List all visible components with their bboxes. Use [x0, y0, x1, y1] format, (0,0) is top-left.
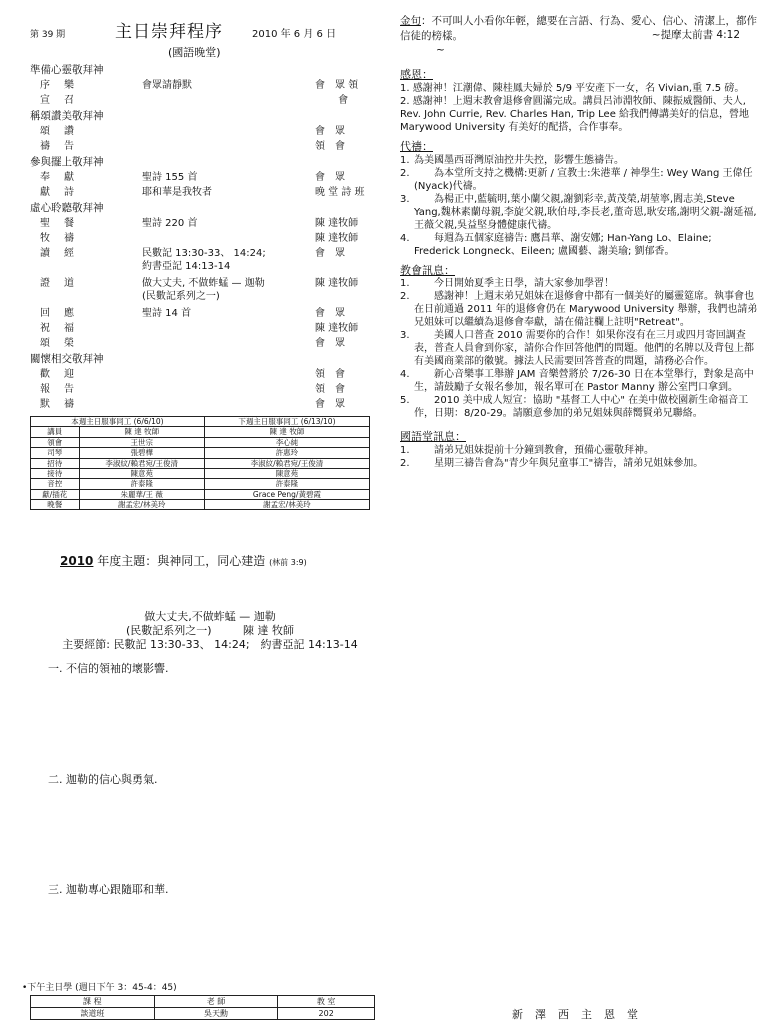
sermon-scripture: 主要經節: 民數記 13:30-33、 14:24; 約書亞記 14:13-14	[62, 637, 358, 651]
verse-label: 金句	[400, 15, 421, 27]
list-item	[400, 277, 760, 290]
table-cell: 吳天勳	[154, 1008, 278, 1020]
order-row	[30, 399, 380, 414]
order-item-content-line: 民數記 13:30-33、 14:24;	[142, 248, 266, 259]
order-item-person: 領 會	[315, 141, 345, 152]
table-header: 課 程	[31, 996, 155, 1008]
staff-this-week-heading: 本週主日服事同工 (6/6/10)	[31, 417, 205, 427]
order-row	[30, 187, 380, 202]
table-cell: 李心純	[204, 437, 369, 447]
list-item-text: 感謝神！上週末弟兄姐妹在退修會中都有一個美好的屬靈筵席。執事會也在日前通過 2011 年的退修會仍在 Marywood University 舉辦，我們也請弟兄姐妹可以繼續為退修會奉獻，請在備註欄上註明"Retreat"。	[414, 291, 758, 329]
service-date: 2010 年 6 月 6 日	[252, 29, 337, 40]
order-row	[30, 323, 380, 338]
table-row	[31, 468, 370, 478]
sermon-preacher: 陳 達 牧師	[243, 623, 295, 637]
mandarin-title: 國語堂訊息	[400, 430, 455, 444]
issue-number: 第 39 期	[30, 30, 66, 40]
order-row	[30, 172, 380, 187]
list-item	[400, 444, 760, 457]
order-item-content-line: (民數記系列之一)	[142, 290, 220, 302]
right-column	[400, 14, 760, 470]
list-item-text: 為楊正中,藍毓明,葉小蘭父親,謝劉彩幸,黃茂榮,胡堃寧,閻志美,Steve Yang,魏林素蘭母親,李旋父親,耿伯母,李長老,董奇恩,耿安瑤,謝明父親-謝延福,王薇父親,吳益堅身體健康代禱。	[414, 193, 757, 231]
table-header-row	[31, 996, 375, 1008]
table-row	[31, 500, 370, 510]
order-item-person: 領 會	[315, 384, 345, 395]
table-cell: 許泰隆	[204, 479, 369, 489]
list-item-number: 1.	[400, 445, 410, 457]
theme-reference: (林前 3:9)	[269, 558, 307, 567]
order-row	[30, 218, 380, 233]
order-item-name: 奉獻	[40, 172, 88, 183]
order-item-person: 陳 達牧師	[315, 218, 359, 229]
thanks-heading: 感恩：	[400, 68, 433, 82]
table-cell: 謝孟宏/林美玲	[204, 500, 369, 510]
order-item-name: 證道	[40, 278, 88, 289]
page-title: 主日崇拜程序	[115, 22, 223, 42]
table-cell: 謝孟宏/林美玲	[79, 500, 204, 510]
order-item-name: 宣召	[40, 95, 88, 106]
list-item-number: 4.	[400, 232, 410, 244]
list-item	[400, 232, 760, 258]
order-item-person: 陳 達牧師	[315, 233, 359, 244]
table-header: 教 室	[278, 996, 375, 1008]
list-item-number: 3.	[400, 330, 410, 342]
service-subtitle: (國語晚堂)	[168, 46, 221, 59]
order-row	[30, 384, 380, 399]
order-item-content	[142, 172, 197, 185]
sermon-title: 做大丈夫,不做蚱蜢 — 迦勒	[144, 610, 276, 623]
theme-text: 年度主題：與神同工，同心建造	[93, 554, 266, 568]
order-item-name: 報告	[40, 384, 88, 395]
table-row	[31, 448, 370, 458]
section-heading: 關懷相交敬拜神	[30, 353, 104, 365]
list-item-text: 美國人口普查 2010 需要你的合作！如果你沒有在三月或四月寄回調查表，普查人員會到你家，請你合作回答他們的問題。他們的名牌以及背包上都有美國商業部的徽號。據法人民需要回答普查的問題，請務必合作。	[414, 330, 754, 368]
order-item-name: 頌讚	[40, 126, 88, 137]
list-item-number: 4.	[400, 369, 410, 381]
prayer-title: 代禱	[400, 139, 422, 153]
bulletin-header	[30, 18, 380, 64]
verse-source: ~提摩太前書 4:12	[651, 29, 740, 41]
order-item-person: 會 眾	[315, 248, 345, 259]
list-item-text: 2010 美中成人短宣：協助 "基督工人中心" 在美中做校園新生命福音工作，日期：8/20-29。請願意參加的弟兄姐妹與薛嚮賢弟兄聯絡。	[414, 395, 749, 420]
table-cell: 202	[278, 1008, 375, 1020]
list-item	[400, 167, 760, 193]
table-cell: 領會	[31, 437, 80, 447]
left-column	[30, 18, 380, 510]
order-row	[30, 141, 380, 156]
table-cell: 講員	[31, 427, 80, 437]
order-item-content	[142, 187, 212, 200]
order-item-name: 頌榮	[40, 338, 88, 349]
order-item-name: 聖餐	[40, 218, 88, 229]
table-cell: 王世宗	[79, 437, 204, 447]
order-item-content	[142, 308, 191, 321]
table-cell: 接待	[31, 468, 80, 478]
table-cell: 談道班	[31, 1008, 155, 1020]
church-name: 新澤西主恩堂	[512, 1008, 650, 1021]
prayer-list	[400, 154, 760, 258]
mandarin-heading: 國語堂訊息：	[400, 430, 466, 444]
list-item-number: 1.	[400, 154, 410, 166]
list-item-number: 2.	[400, 291, 410, 303]
order-item-name: 默禱	[40, 399, 88, 410]
order-item-person: 會	[315, 95, 349, 106]
order-row	[30, 80, 380, 95]
list-item-text: 請弟兄姐妹提前十分鐘到教會，預備心靈敬拜神。	[414, 445, 654, 457]
order-item-content-line: 約書亞記 14:13-14	[142, 260, 231, 272]
table-cell: 招待	[31, 458, 80, 468]
sermon-point: 一. 不信的領袖的壞影響.	[48, 662, 169, 675]
order-row	[30, 95, 380, 110]
order-item-name: 歡迎	[40, 369, 88, 380]
order-item-person: 會 眾	[315, 126, 345, 137]
list-item-text: 為美國墨西哥灣原油控井失控，影響生態禱告。	[414, 154, 624, 166]
list-item	[400, 154, 760, 167]
sermon-outline	[60, 610, 360, 651]
order-row	[30, 233, 380, 248]
table-cell: 獻/插花	[31, 489, 80, 499]
order-of-service	[30, 64, 380, 414]
list-item	[400, 394, 760, 420]
table-cell: 晚餐	[31, 500, 80, 510]
list-item	[400, 329, 760, 368]
table-cell: 許惠玲	[204, 448, 369, 458]
section-heading: 虛心聆聽敬拜神	[30, 202, 104, 214]
table-cell: 陳 達 牧師	[204, 427, 369, 437]
news-title: 教會訊息	[400, 263, 444, 277]
order-item-content-line: 會眾請靜默	[142, 80, 192, 91]
order-item-content	[142, 80, 192, 93]
order-item-person: 會 眾	[315, 399, 345, 410]
table-row	[31, 479, 370, 489]
table-row	[31, 458, 370, 468]
order-row	[30, 338, 380, 353]
list-item-number: 2.	[400, 167, 410, 179]
table-cell: 陳意苑	[204, 468, 369, 478]
order-item-content	[142, 218, 197, 231]
order-item-name: 讀經	[40, 248, 88, 259]
table-row	[31, 1008, 375, 1020]
memory-verse	[400, 14, 760, 58]
order-item-content-line: 耶和華是我牧者	[142, 187, 212, 198]
table-cell: 音控	[31, 479, 80, 489]
sermon-series: (民數記系列之一)	[125, 623, 212, 637]
list-item-number: 5.	[400, 395, 410, 407]
prayer-heading: 代禱：	[400, 139, 433, 153]
list-item-text: 星期三禱告會為"青少年與兒童事工"禱告，請弟兄姐妹參加。	[414, 458, 704, 470]
order-item-name: 回應	[40, 308, 88, 319]
order-row	[30, 278, 380, 308]
mandarin-list	[400, 444, 760, 470]
staff-table-header	[31, 417, 370, 427]
list-item-number: 2.	[400, 458, 410, 470]
news-heading: 教會訊息：	[400, 263, 455, 277]
verse-tilde: ~	[436, 44, 445, 57]
order-row	[30, 248, 380, 278]
table-cell: 李淑紋/賴君宛/王俊清	[204, 458, 369, 468]
thanks-list	[400, 82, 760, 134]
order-item-person: 領 會	[315, 369, 345, 380]
thanks-title: 感恩	[400, 68, 422, 82]
list-item	[400, 457, 760, 470]
list-item-number: 3.	[400, 193, 410, 205]
list-item	[400, 368, 760, 394]
order-item-person: 會 眾 領	[315, 80, 359, 91]
sunday-school-table	[30, 995, 375, 1020]
year-theme	[60, 554, 307, 569]
sermon-point: 三. 迦勒專心跟隨耶和華.	[48, 883, 169, 896]
order-item-name: 祝福	[40, 323, 88, 334]
order-row	[30, 308, 380, 323]
table-header: 老 師	[154, 996, 278, 1008]
order-item-name: 禱告	[40, 141, 88, 152]
order-item-person: 晚 堂 詩 班	[315, 187, 365, 198]
section-heading: 準備心靈敬拜神	[30, 64, 104, 76]
news-list	[400, 277, 760, 420]
order-item-content-line: 聖詩 220 首	[142, 218, 198, 229]
staff-table	[30, 416, 370, 510]
list-item: 1. 感謝神！江潮偉、陳桂鳳夫婦於 5/9 平安產下一女，名 Vivian,重 7.5 磅。	[400, 82, 745, 94]
table-cell: Grace Peng/黃碧霞	[204, 489, 369, 499]
order-item-content	[142, 248, 266, 273]
sunday-school-title: •下午主日學 (週日下午 3：45-4：45)	[22, 983, 177, 993]
order-item-person: 陳 達牧師	[315, 278, 359, 289]
list-item-text: 每週為五個家庭禱告: 鷹昌華、謝安娜; Han-Yang Lo、Elaine; Frederick Longneck、Eileen; 盧國藝、謝美瑜; 劉郁香。	[414, 232, 712, 257]
theme-year: 2010	[60, 554, 94, 568]
table-cell: 朱麗華/王 薇	[79, 489, 204, 499]
sermon-point: 二. 迦勒的信心與勇氣.	[48, 773, 158, 786]
order-item-person: 會 眾	[315, 172, 345, 183]
table-cell: 許泰隆	[79, 479, 204, 489]
order-row	[30, 369, 380, 384]
order-item-content	[142, 278, 265, 303]
list-item-text: 為本堂所支持之機構:更新 / 宣教士:朱港華 / 神學生: Wey Wang 王偉任 (Nyack)代禱。	[414, 167, 753, 192]
table-cell: 陳意苑	[79, 468, 204, 478]
order-item-name: 序樂	[40, 80, 88, 91]
table-cell: 司琴	[31, 448, 80, 458]
list-item-text: 新心音樂事工舉辦 JAM 音樂營將於 7/26-30 日在本堂舉行，對象是高中生，請鼓勵子女報名參加，報名單可在 Pastor Manny 辦公室門口拿到。	[414, 369, 754, 394]
table-cell: 張碧樺	[79, 448, 204, 458]
table-cell: 李淑紋/賴君宛/王俊清	[79, 458, 204, 468]
table-row	[31, 437, 370, 447]
order-item-person: 會 眾	[315, 308, 345, 319]
list-item	[400, 290, 760, 329]
order-item-person: 會 眾	[315, 338, 345, 349]
staff-next-week-heading: 下週主日服事同工 (6/13/10)	[204, 417, 369, 427]
order-item-person: 陳 達牧師	[315, 323, 359, 334]
order-item-content-line: 聖詩 14 首	[142, 308, 192, 319]
table-row	[31, 427, 370, 437]
list-item-number: 1.	[400, 278, 410, 290]
table-row	[31, 489, 370, 499]
order-item-content-line: 聖詩 155 首	[142, 172, 198, 183]
order-row	[30, 126, 380, 141]
list-item	[400, 193, 760, 232]
order-item-name: 獻詩	[40, 187, 88, 198]
section-heading: 參與擺上敬拜神	[30, 156, 104, 168]
verse-text: ：不可叫人小看你年輕，總要在言語、行為、愛心、信心、清潔上，都作信徒的榜樣。	[400, 15, 757, 42]
table-cell: 陳 達 牧師	[79, 427, 204, 437]
order-item-name: 牧禱	[40, 233, 88, 244]
list-item-text: 今日開始夏季主日學，請大家參加學習！	[414, 278, 614, 290]
section-heading: 稱頌讚美敬拜神	[30, 110, 104, 122]
order-item-content-line: 做大丈夫, 不做蚱蜢 — 迦勒	[142, 278, 265, 289]
list-item: 2. 感謝神！上週末教會退修會圓滿完成。講員呂沛淵牧師、陳振威醫師、夫人, Rev. John Currie, Rev. Charles Han, Trip Lee 給我們傳講美好的信息，營地 Marywood University 有美好的配搭，合作事奉。	[400, 95, 750, 133]
